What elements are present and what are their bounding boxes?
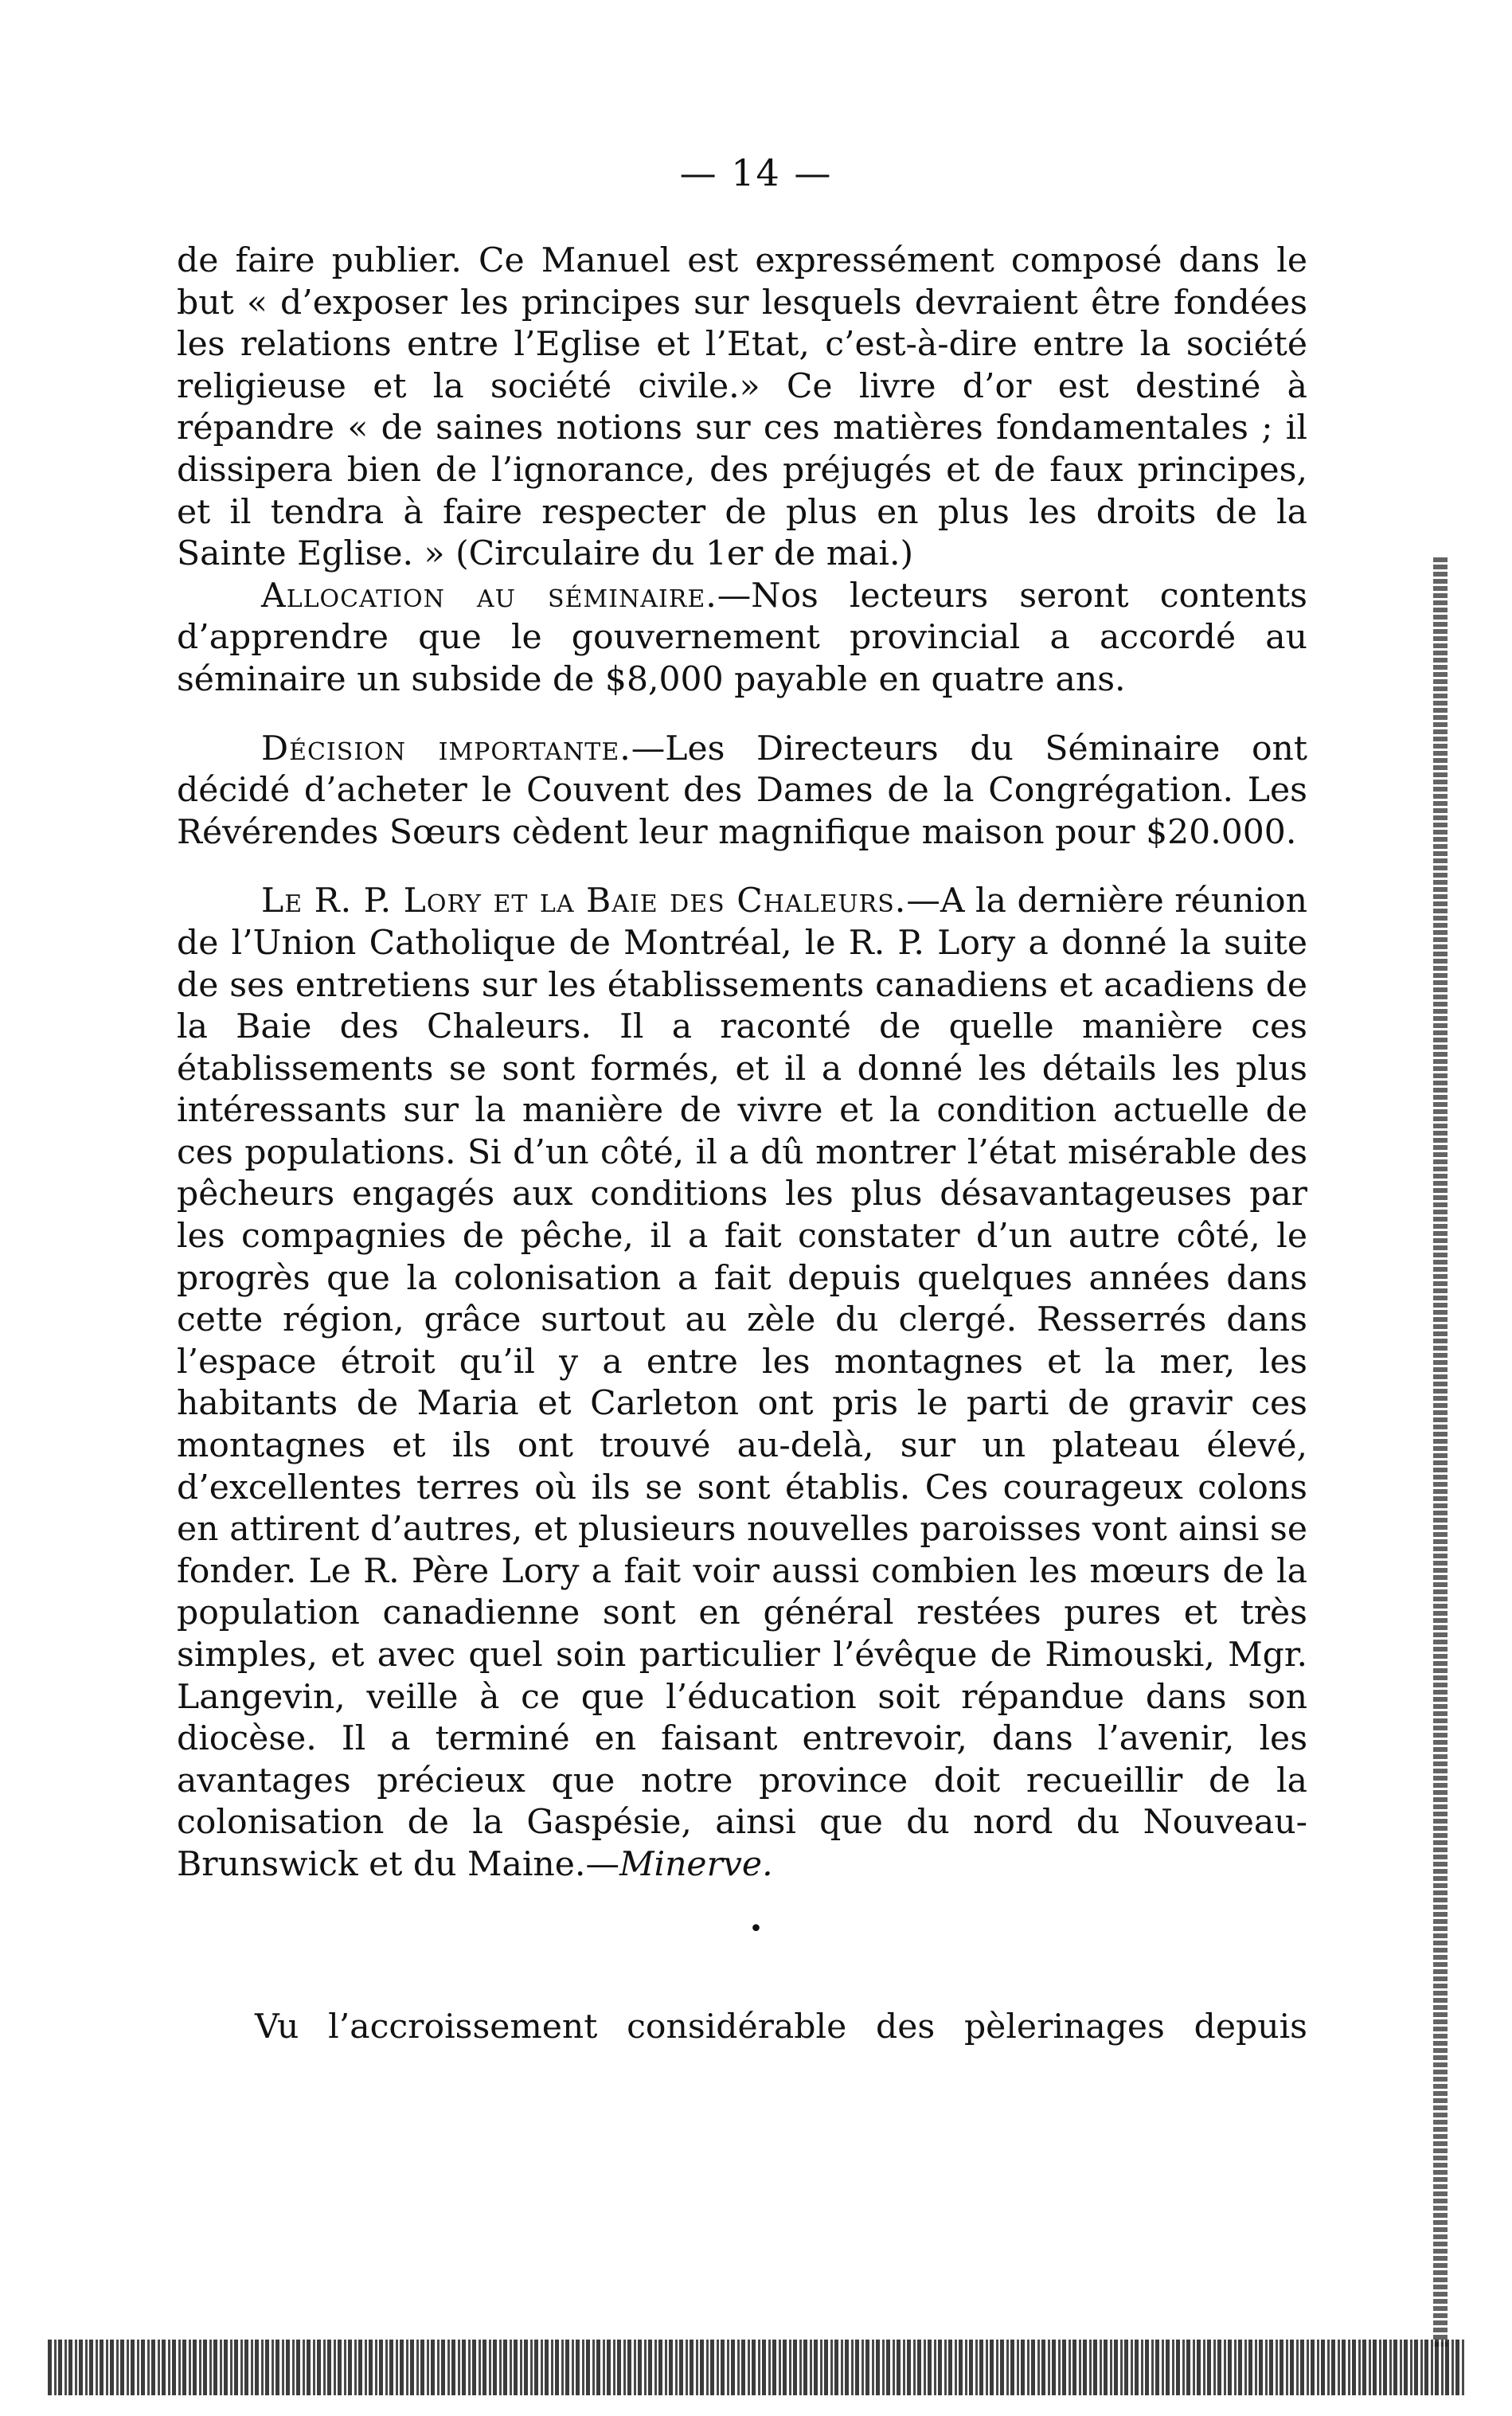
- page-number: — 14 —: [679, 151, 833, 194]
- continued-line: Vu l’accroissement considérable des pèlerinages depuis: [255, 2007, 1307, 2047]
- decision-heading: Décision importante.: [261, 729, 631, 768]
- paragraph-manuel: de faire publier. Ce Manuel est expressément composé dans le but « d’exposer les principes sur lesquels devraient être fondées les relations entre l’Eglise et l’Etat, c’est-à-dire entre la société religieuse et la société civile.» Ce livre d’or est destiné à répandre « de saines notions sur ces matières fondamentales ; il dissipera bien de l’ignorance, des préjugés et de faux principes, et il tendra à faire respecter de plus en plus les droits de la Sainte Eglise. » (Circulaire du 1er de mai.): [177, 241, 1307, 574]
- allocation-heading: Allocation au séminaire.: [261, 576, 717, 616]
- allocation-body: —Nos lecteurs seront contents d’apprendre que le gouvernement provincial a accordé au séminaire un subside de $8,000 payable en quatre ans.: [177, 576, 1307, 699]
- paragraph-lory: [177, 881, 1307, 1886]
- lory-source: Minerve.: [619, 1844, 773, 1884]
- lory-heading: Le R. P. Lory et la Baie des Chaleurs.: [261, 882, 907, 921]
- paragraph-decision: [177, 729, 1307, 854]
- page-edge-right: [1433, 557, 1448, 2349]
- decision-body: —Les Directeurs du Séminaire ont décidé d’acheter le Couvent des Dames de la Congrégation. Les Révérendes Sœurs cèdent leur magnifique maison pour $20.000.: [177, 729, 1307, 852]
- page-edge-bottom: [48, 2340, 1465, 2395]
- article-text: [177, 240, 1307, 1886]
- paragraph-allocation: [177, 576, 1307, 702]
- section-separator: •: [748, 1915, 764, 1943]
- lory-body: —A la dernière réunion de l’Union Catholique de Montréal, le R. P. Lory a donné la suite de ses entretiens sur les établissements canadiens et acadiens de la Baie des Chaleurs. Il a raconté de quelle manière ces établissements se sont formés, et il a donné les détails les plus intéressants sur la manière de vivre et la condition actuelle de ces populations. Si d’un côté, il a dû montrer l’état misérable des pêcheurs engagés aux conditions les plus désavantageuses par les compagnies de pêche, il a fait constater d’un autre côté, le progrès que la colonisation a fait depuis quelques années dans cette région, grâce surtout au zèle du clergé. Resserrés dans l’espace étroit qu’il y a entre les montagnes et la mer, les habitants de Maria et Carleton ont pris le parti de gravir ces montagnes et ils ont trouvé au-delà, sur un plateau élevé, d’excellentes terres où ils se sont établis. Ces courageux colons en attirent d’autres, et plusieurs nouvelles paroisses vont ainsi se fonder. Le R. Père Lory a fait voir aussi combien les mœurs de la population canadienne sont en général restées pures et très simples, et avec quel soin particulier l’évêque de Rimouski, Mgr. Langevin, veille à ce que l’éducation soit répandue dans son diocèse. Il a terminé en faisant entrevoir, dans l’avenir, les avantages précieux que notre province doit recueillir de la colonisation de la Gaspésie, ainsi que du nord du Nouveau-Brunswick et du Maine.—: [177, 882, 1308, 1884]
